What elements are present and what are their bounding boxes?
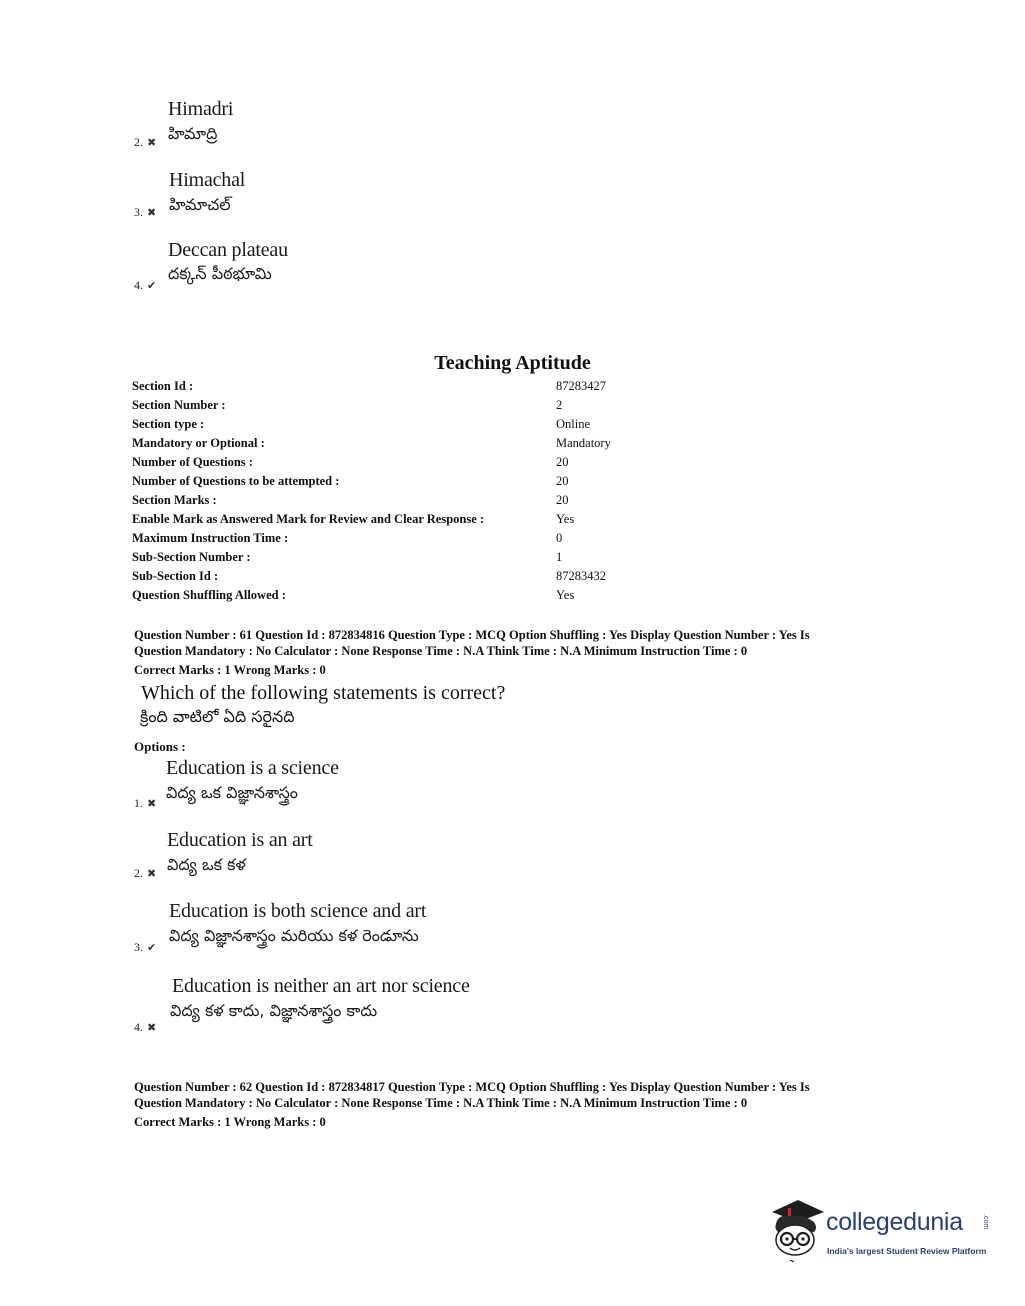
info-value: 87283432 [556, 569, 606, 583]
prev-option-2-number [134, 135, 156, 150]
option-2-number [134, 866, 156, 881]
info-label: Number of Questions : [132, 455, 253, 469]
option-1-english: Education is a science [166, 757, 339, 779]
info-value: 2 [556, 398, 563, 412]
section-info-row [132, 415, 652, 433]
cross-icon: ✖ [147, 798, 157, 810]
option-number: 3. [134, 205, 143, 219]
section-info-row [132, 491, 652, 509]
info-label: Number of Questions to be attempted : [132, 474, 340, 488]
option-2-english: Education is an art [167, 829, 313, 851]
info-label: Mandatory or Optional : [132, 436, 265, 450]
option-4-english: Education is neither an art nor science [172, 975, 470, 997]
option-number: 4. [134, 278, 143, 292]
check-icon: ✔ [147, 280, 157, 292]
meta-line: Correct Marks : 1 Wrong Marks : 0 [134, 1115, 326, 1129]
prev-option-3-english: Himachal [169, 169, 246, 191]
info-value: Mandatory [556, 436, 611, 450]
info-value: Online [556, 417, 591, 431]
option-number: 3. [134, 940, 143, 954]
option-3-telugu: విద్య విజ్ఞానశాస్త్రం మరియు కళ రెండూను [169, 926, 419, 945]
section-info-row [132, 377, 652, 395]
section-title: Teaching Aptitude [434, 352, 591, 374]
section-info-row [132, 529, 652, 547]
info-value: 87283427 [556, 379, 606, 393]
section-info-row [132, 472, 652, 490]
prev-option-4-english: Deccan plateau [168, 239, 288, 261]
question-61-text-english: Which of the following statements is correct? [141, 682, 506, 704]
prev-option-4-telugu: దక్కన్ పీఠభూమి [168, 264, 272, 283]
info-label: Enable Mark as Answered Mark for Review and Clear Response : [132, 512, 485, 526]
option-1-telugu: విద్య ఒక విజ్ఞానశాస్త్రం [166, 783, 298, 802]
info-label: Sub-Section Id : [132, 569, 219, 583]
info-label: Question Shuffling Allowed : [132, 588, 286, 602]
prev-option-2-telugu: హిమాద్రి [168, 124, 218, 143]
logo-wordmark: collegedunia [826, 1208, 963, 1236]
option-number: 4. [134, 1020, 143, 1034]
prev-option-3-telugu: హిమాచల్ [169, 195, 231, 214]
prev-option-2-english: Himadri [168, 98, 234, 120]
info-value: 1 [556, 550, 563, 564]
question-62-meta [134, 1079, 810, 1130]
option-2-telugu: విద్య ఒక కళ [167, 855, 246, 874]
info-label: Section Marks : [132, 493, 217, 507]
question-61-meta [134, 627, 810, 678]
section-info-row [132, 434, 652, 452]
option-3-english: Education is both science and art [169, 900, 427, 922]
question-61-text-telugu: క్రింది వాటిలో ఏది సరైనది [140, 707, 295, 726]
info-label: Section Id : [132, 379, 194, 393]
info-label: Sub-Section Number : [132, 550, 251, 564]
section-info-row [132, 548, 652, 566]
section-info-row [132, 567, 652, 585]
meta-line: Correct Marks : 1 Wrong Marks : 0 [134, 663, 326, 677]
option-4-telugu: విద్య కళ కాదు, విజ్ఞానశాస్త్రం కాదు [170, 1001, 378, 1020]
info-label: Section type : [132, 417, 205, 431]
cross-icon: ✖ [147, 1022, 157, 1034]
info-label: Section Number : [132, 398, 226, 412]
meta-line: Question Mandatory : No Calculator : None Response Time : N.A Think Time : N.A Minimum Instruction Time : 0 [134, 644, 748, 658]
collegedunia-logo [768, 1198, 998, 1268]
info-value: 20 [556, 493, 569, 507]
meta-line: Question Number : 62 Question Id : 872834817 Question Type : MCQ Option Shuffling : Yes Display Question Number : Yes Is [134, 1080, 810, 1094]
meta-line: Question Mandatory : No Calculator : None Response Time : N.A Think Time : N.A Minimum Instruction Time : 0 [134, 1096, 748, 1110]
info-value: 20 [556, 455, 569, 469]
info-value: 20 [556, 474, 569, 488]
section-info-row [132, 510, 652, 528]
option-4-number [134, 1020, 156, 1035]
info-value: Yes [556, 588, 575, 602]
logo-domain: .com [982, 1214, 989, 1230]
option-number: 2. [134, 866, 143, 880]
option-3-number [134, 940, 156, 955]
prev-option-3-number [134, 205, 156, 220]
info-value: Yes [556, 512, 575, 526]
info-label: Maximum Instruction Time : [132, 531, 289, 545]
option-number: 2. [134, 135, 143, 149]
cross-icon: ✖ [147, 868, 157, 880]
options-label: Options : [134, 739, 186, 754]
option-number: 1. [134, 796, 143, 810]
prev-option-4-number [134, 278, 156, 293]
check-icon: ✔ [147, 942, 157, 954]
mascot-icon [768, 1198, 826, 1264]
option-1-number [134, 796, 156, 811]
cross-icon: ✖ [147, 207, 157, 219]
section-info-row [132, 586, 652, 604]
cross-icon: ✖ [147, 137, 157, 149]
info-value: 0 [556, 531, 563, 545]
section-info-row [132, 453, 652, 471]
logo-tagline: India's largest Student Review Platform [827, 1246, 987, 1256]
meta-line: Question Number : 61 Question Id : 872834816 Question Type : MCQ Option Shuffling : Yes Display Question Number : Yes Is [134, 628, 810, 642]
section-info-row [132, 396, 652, 414]
